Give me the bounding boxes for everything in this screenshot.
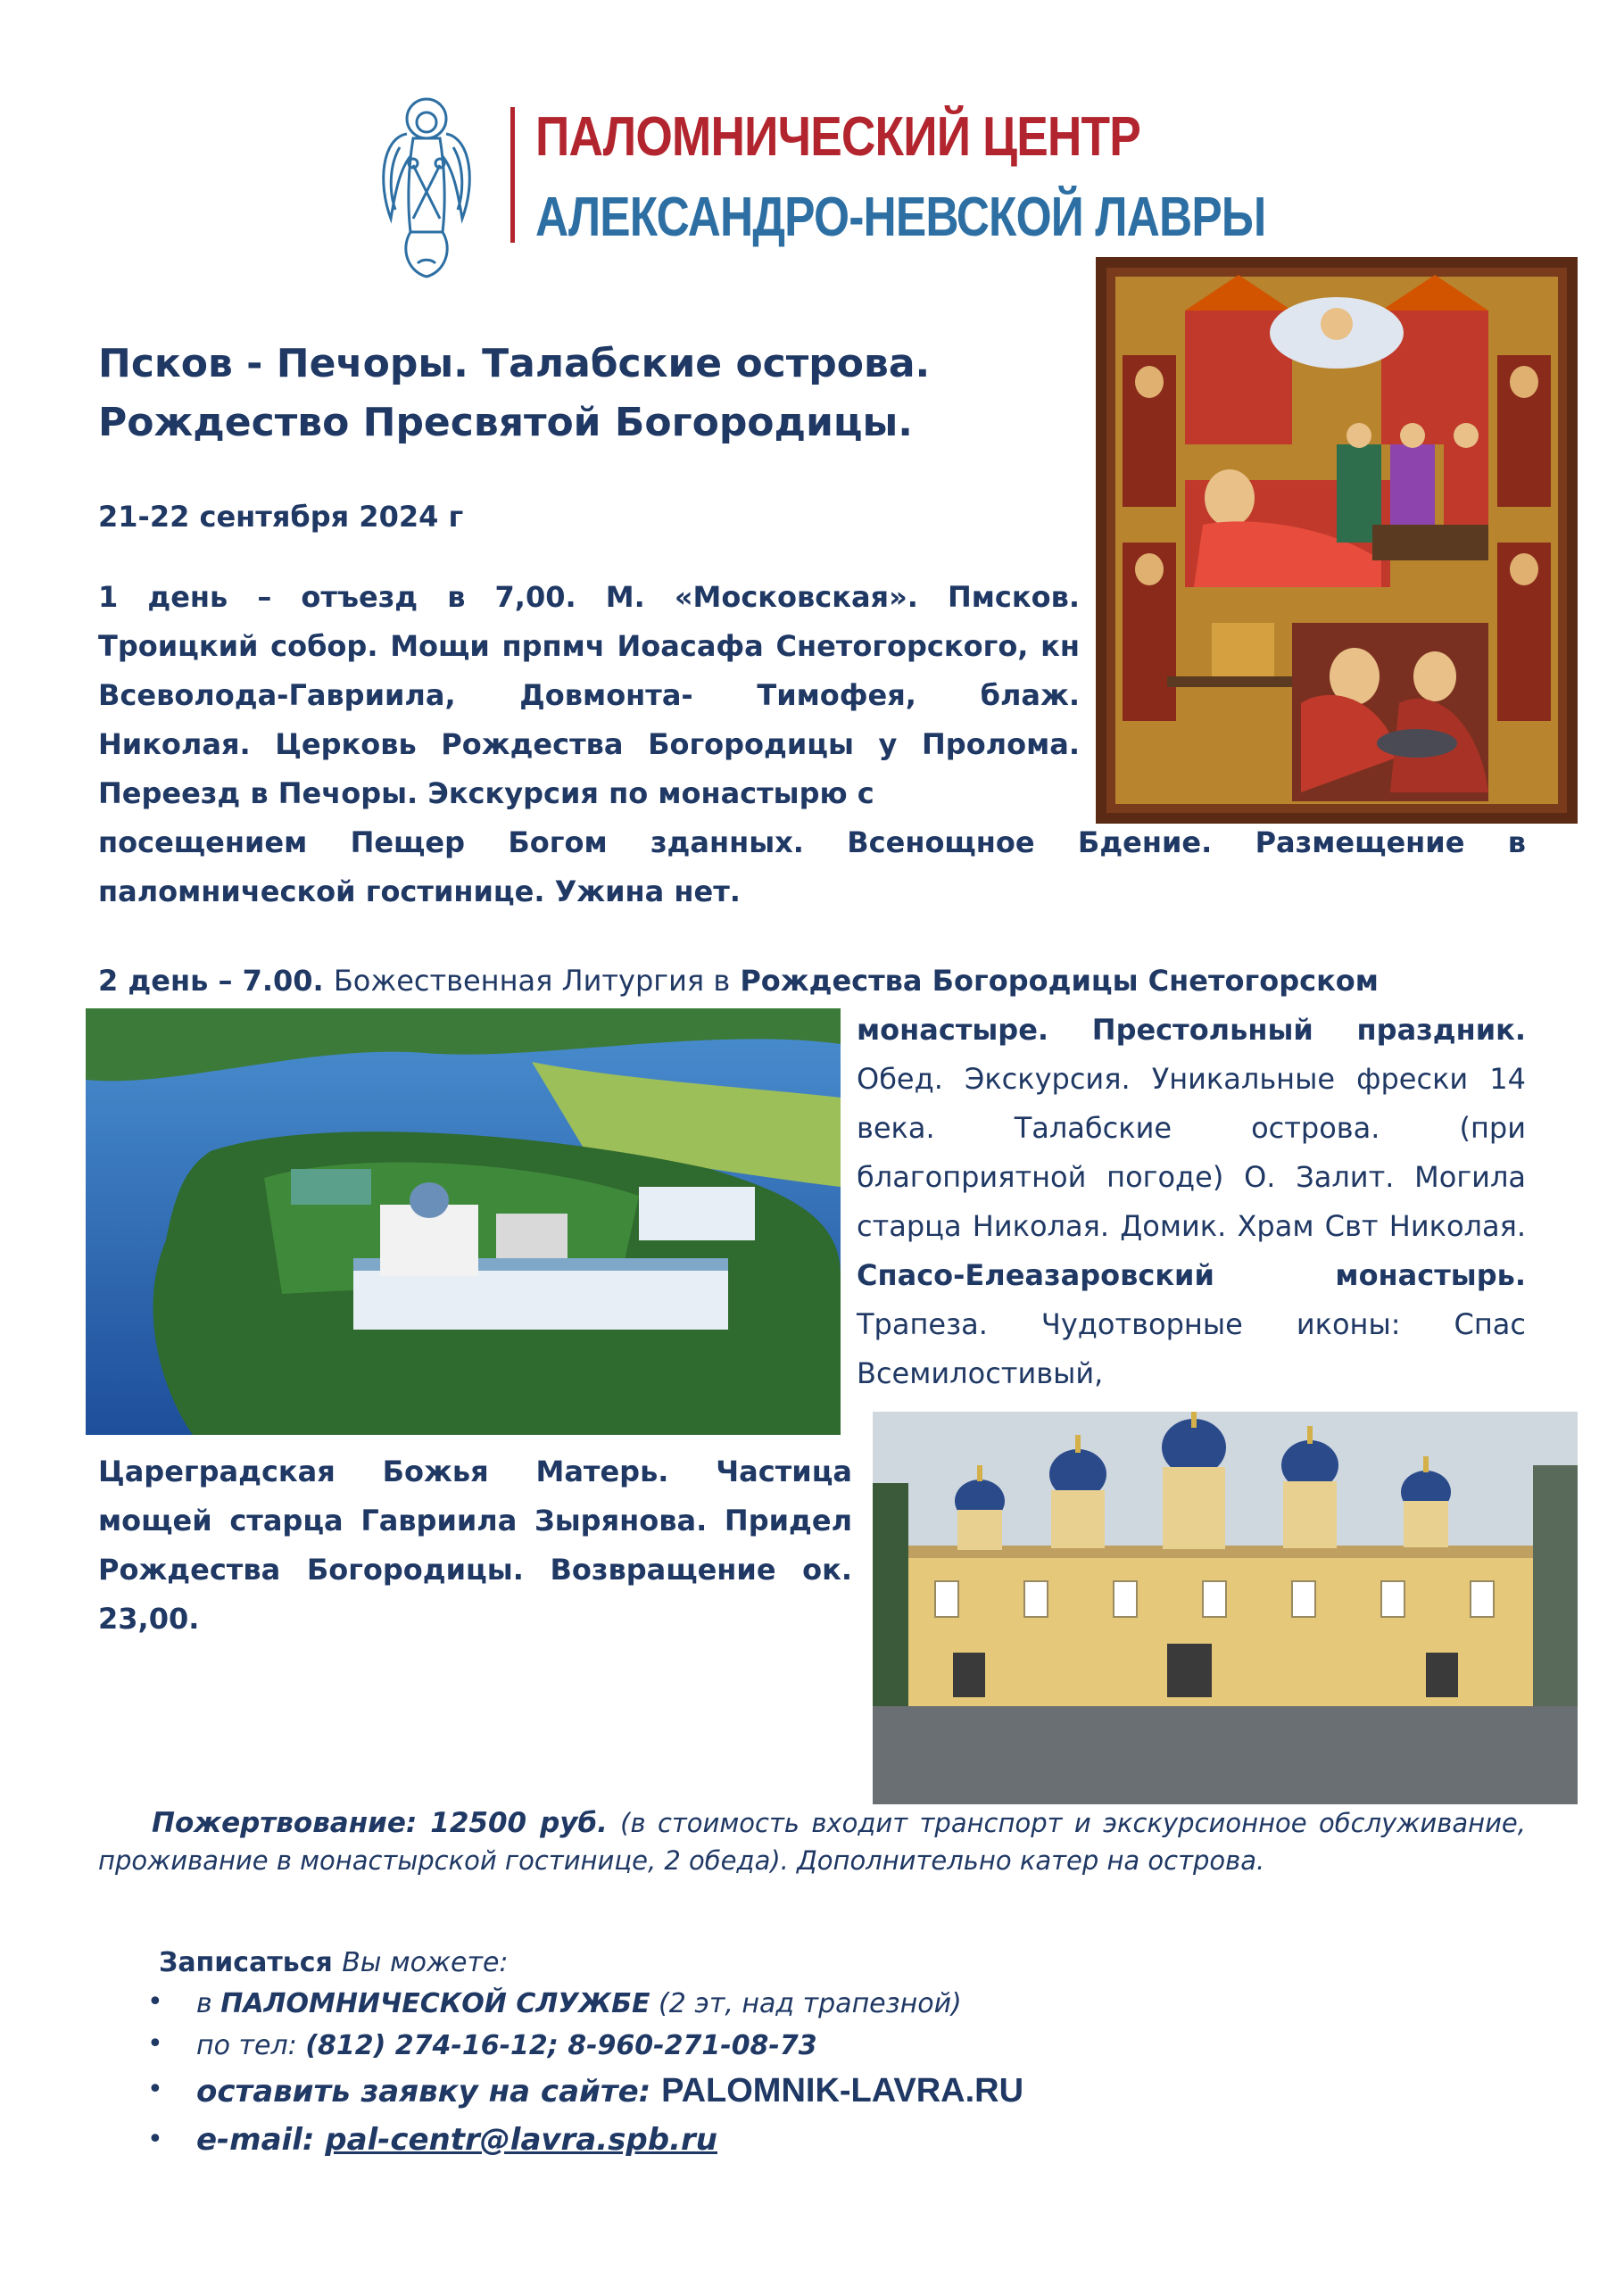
contacts-heading [159,1947,509,1978]
trip-dates: 21-22 сентября 2024 г [98,500,464,534]
page-title-line1: Псков - Печоры. Талабские острова. [98,341,931,386]
contact-email [196,2122,717,2158]
day2-right-text: Обед. Экскурсия. Уникальные фрески 14 века. Талабские острова. (при благоприятной погоде) О. Залит. Могила старца Николая. Домик. Храм Свт Николая. [857,1062,1526,1243]
angel-logo-icon [373,85,480,286]
contact-phone-prefix: по тел: [196,2030,306,2061]
contact-email-prefix: e-mail: [196,2122,326,2158]
day2-label: 2 день – 7.00. [98,964,324,998]
brand-title-line2: АЛЕКСАНДРО-НЕВСКОЙ ЛАВРЫ [535,186,1266,248]
contact-office [196,1988,962,2019]
donation-paragraph [98,1804,1526,1879]
day2-left-column: Цареградская Божья Матерь. Частица мощей старца Гавриила Зырянова. Придел Рождества Богородицы. Возвращение ок. 23,00. [98,1455,852,1636]
day2-monastery: Рождества Богородицы Снетогорском [740,964,1379,998]
donation-amount: Пожертвование: 12500 руб. [152,1807,608,1839]
contacts-heading-bold: Записаться [159,1947,333,1978]
bullet-icon: • [147,1986,163,2018]
contact-office-prefix: в [196,1988,221,2019]
day2-right-line1: монастыре. Престольный праздник. [857,1013,1526,1047]
contact-office-location: (2 эт, над трапезной) [650,1988,962,2019]
nativity-icon-image [1096,257,1578,824]
lake-monastery-image [86,1008,841,1435]
bullet-icon: • [147,2074,163,2105]
day2-right-text2: Трапеза. Чудотворные иконы: Спас Всемилостивый, [857,1307,1526,1390]
day1-text: М. «Московская». Пмсков. Троицкий собор. Мощи прпмч Иоасафа Снетогорского, кн Всеволода-Гавриила, Довмонта- Тимофея, блаж. Николая. Церковь Рождества Богородицы у Пролома. Переезд в Печоры. Экскурсия по монастырю с [98,580,1081,810]
contact-website-prefix: оставить заявку на сайте: [196,2074,662,2110]
day1-paragraph [98,573,1080,818]
page-title-line2: Рождество Пресвятой Богородицы. [98,400,914,445]
day2-right-column [857,1006,1526,1398]
day2-monastery2: Спасо-Елеазаровский монастырь. [857,1258,1526,1292]
bullet-icon: • [147,2124,163,2155]
brand-title-line1: ПАЛОМНИЧЕСКИЙ ЦЕНТР [535,106,1140,168]
contact-phone-numbers[interactable]: (812) 274-16-12; 8-960-271-08-73 [305,2030,817,2061]
contact-office-name: ПАЛОМНИЧЕСКОЙ СЛУЖБЕ [220,1988,650,2019]
contact-phone [196,2030,817,2061]
day1-label: 1 день – отъезд в 7,00. [98,580,576,614]
email-link[interactable]: pal-centr@lavra.spb.ru [325,2122,717,2158]
day2-intro: Божественная Литургия в [333,964,731,998]
contacts-heading-rest: Вы можете: [342,1947,509,1978]
website-link[interactable]: PALOMNIK-LAVRA.RU [661,2072,1024,2110]
day1-continuation: посещением Пещер Богом зданных. Всенощное Бдение. Размещение в паломнической гостинице. Ужина нет. [98,825,1526,908]
day2-heading [98,957,1526,1006]
cathedral-image [873,1412,1578,1804]
contact-website [196,2072,1023,2110]
bullet-icon: • [147,2028,163,2060]
donation-details: (в стоимость входит транспорт и экскурсионное обслуживание, проживание в монастырской гостинице, 2 обеда). Дополнительно катер на острова. [98,1808,1526,1876]
logo-divider [510,107,515,243]
